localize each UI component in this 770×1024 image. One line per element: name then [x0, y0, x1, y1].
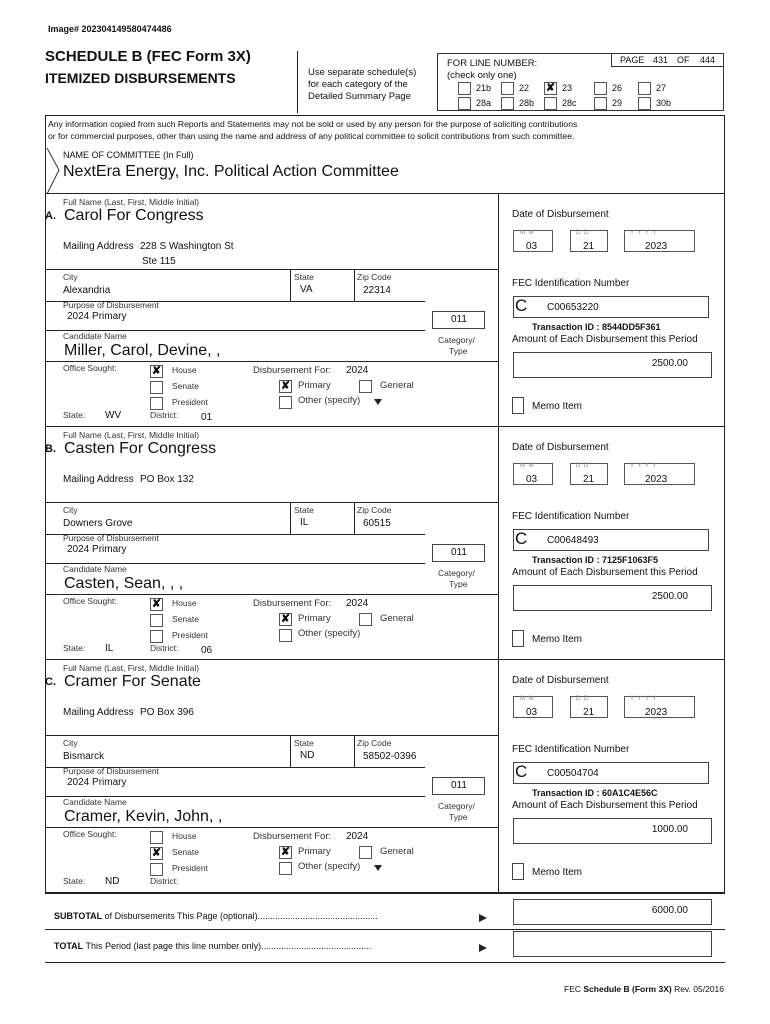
cand-state-value: WV	[105, 410, 122, 421]
day-value: 21	[583, 241, 595, 252]
office-president-label: President	[172, 630, 208, 640]
line-number-label: FOR LINE NUMBER:	[447, 58, 538, 69]
mailing-label: Mailing Address	[63, 707, 134, 718]
line-label-28c: 28c	[562, 98, 577, 108]
mailing-label: Mailing Address	[63, 241, 134, 252]
office-house-checkbox[interactable]	[150, 831, 163, 844]
disbursement-for-label: Disbursement For:	[253, 365, 332, 376]
page-total: 444	[700, 55, 716, 65]
category-value: 011	[451, 780, 467, 791]
fec-id-value: C00648493	[547, 535, 599, 546]
year-value: 2023	[645, 474, 668, 485]
disbursement-for-label: Disbursement For:	[253, 831, 332, 842]
entry-letter: B.	[45, 443, 56, 455]
line-checkbox-30b[interactable]	[638, 97, 651, 110]
office-house-checkbox[interactable]: ✘	[151, 365, 162, 377]
office-sought-label: Office Sought:	[63, 829, 117, 839]
notice-line-2: or for commercial purposes, other than using the name and address of any political committee to solicit contributions from such committee.	[48, 131, 575, 141]
address-line-1: PO Box 132	[140, 474, 194, 485]
category-label: Category/	[438, 801, 475, 811]
line-checkbox-22[interactable]	[501, 82, 514, 95]
line-checkbox-29[interactable]	[594, 97, 607, 110]
general-label: General	[380, 846, 414, 857]
primary-label: Primary	[298, 613, 331, 624]
city-value: Downers Grove	[63, 518, 133, 529]
district-label: District:	[150, 643, 179, 653]
purpose-value: 2024 Primary	[67, 311, 127, 322]
instruction-line-2: for each category of the	[308, 79, 408, 90]
line-label-29: 29	[612, 98, 623, 108]
full-name-label: Full Name (Last, First, Middle Initial)	[63, 197, 200, 207]
line-label-30b: 30b	[656, 98, 672, 108]
line-checkbox-23[interactable]: ✘	[545, 82, 556, 94]
form-footer: FEC Schedule B (Form 3X) Rev. 05/2016	[564, 984, 724, 994]
month-value: 03	[526, 707, 538, 718]
fec-id-label: FEC Identification Number	[512, 278, 630, 289]
candidate-name: Cramer, Kevin, John, ,	[64, 808, 223, 825]
other-checkbox[interactable]	[279, 629, 292, 642]
fec-c-prefix: C	[515, 762, 528, 781]
line-checkbox-27[interactable]	[638, 82, 651, 95]
disbursement-for-label: Disbursement For:	[253, 598, 332, 609]
purpose-value: 2024 Primary	[67, 544, 127, 555]
fec-id-value: C00653220	[547, 302, 599, 313]
image-id: Image# 202304149580474486	[48, 24, 172, 34]
office-president-checkbox[interactable]	[150, 863, 163, 876]
zip-value: 60515	[363, 518, 391, 529]
memo-label: Memo Item	[532, 867, 583, 878]
office-senate-label: Senate	[172, 847, 199, 857]
primary-label: Primary	[298, 846, 331, 857]
total-label: TOTAL This Period (last page this line number only)............................................	[54, 941, 372, 951]
month-value: 03	[526, 474, 538, 485]
memo-checkbox[interactable]	[512, 630, 524, 647]
date-label: Date of Disbursement	[512, 675, 609, 686]
full-name-label: Full Name (Last, First, Middle Initial)	[63, 663, 200, 673]
state-value: IL	[300, 517, 309, 528]
other-checkbox[interactable]	[279, 862, 292, 875]
amount-value: 2500.00	[651, 358, 688, 369]
committee-bracket	[45, 146, 65, 196]
of-label: OF	[677, 55, 690, 65]
office-senate-checkbox[interactable]: ✘	[151, 847, 162, 859]
total-arrow-icon	[479, 943, 489, 953]
year-hint: Y Y Y Y	[630, 230, 658, 236]
line-label-27: 27	[656, 83, 667, 93]
notice-line-1: Any information copied from such Reports and Statements may not be sold or used by any person for the purpose of soliciting contributions	[48, 119, 578, 129]
primary-label: Primary	[298, 380, 331, 391]
zip-label: Zip Code	[357, 505, 392, 515]
date-label: Date of Disbursement	[512, 442, 609, 453]
candidate-name: Casten, Sean, , ,	[64, 575, 184, 592]
primary-checkbox[interactable]: ✘	[280, 846, 291, 858]
other-label: Other (specify)	[298, 395, 361, 406]
transaction-id: Transaction ID : 8544DD5F361	[532, 322, 661, 332]
district-label: District:	[150, 410, 179, 420]
office-president-checkbox[interactable]	[150, 630, 163, 643]
candidate-label: Candidate Name	[63, 797, 127, 807]
disbursement-year: 2024	[346, 365, 369, 376]
fec-id-label: FEC Identification Number	[512, 511, 630, 522]
transaction-id: Transaction ID : 7125F1063F5	[532, 555, 659, 565]
date-label: Date of Disbursement	[512, 209, 609, 220]
zip-value: 22314	[363, 285, 391, 296]
zip-label: Zip Code	[357, 272, 392, 282]
page-number: 431	[653, 55, 669, 65]
category-value: 011	[451, 314, 467, 325]
year-hint: Y Y Y Y	[630, 696, 658, 702]
line-label-21b: 21b	[476, 83, 492, 93]
memo-label: Memo Item	[532, 634, 583, 645]
full-name-label: Full Name (Last, First, Middle Initial)	[63, 430, 200, 440]
line-checkbox-26[interactable]	[594, 82, 607, 95]
amount-label: Amount of Each Disbursement this Period	[512, 334, 698, 345]
committee-name: NextEra Energy, Inc. Political Action Committee	[63, 163, 399, 180]
cand-state-label: State:	[63, 876, 86, 886]
line-label-22: 22	[519, 83, 530, 93]
purpose-value: 2024 Primary	[67, 777, 127, 788]
primary-checkbox[interactable]: ✘	[280, 613, 291, 625]
month-hint: M M	[520, 463, 535, 469]
subtotal-label: SUBTOTAL of Disbursements This Page (optional)................................................	[54, 911, 378, 921]
address-line-2: Ste 115	[142, 256, 176, 267]
month-hint: M M	[520, 696, 535, 702]
day-value: 21	[583, 474, 595, 485]
other-label: Other (specify)	[298, 628, 361, 639]
schedule-subtitle: ITEMIZED DISBURSEMENTS	[45, 70, 236, 86]
fec-id-box	[513, 296, 709, 318]
cand-state-label: State:	[63, 410, 86, 420]
fec-id-box	[513, 762, 709, 784]
zip-value: 58502-0396	[363, 751, 417, 762]
office-house-checkbox[interactable]: ✘	[151, 598, 162, 610]
check-only-label: (check only one)	[447, 70, 517, 81]
line-label-26: 26	[612, 83, 623, 93]
office-sought-label: Office Sought:	[63, 363, 117, 373]
amount-value: 1000.00	[651, 824, 688, 835]
payee-name: Cramer For Senate	[64, 673, 201, 690]
district-value: 06	[201, 645, 213, 656]
subtotal-value: 6000.00	[651, 905, 688, 916]
address-line-1: PO Box 396	[140, 707, 194, 718]
memo-checkbox[interactable]	[512, 863, 524, 880]
line-label-28b: 28b	[519, 98, 535, 108]
amount-value: 2500.00	[651, 591, 688, 602]
office-senate-checkbox[interactable]	[150, 614, 163, 627]
page-label: PAGE	[620, 55, 645, 65]
month-value: 03	[526, 241, 538, 252]
general-label: General	[380, 613, 414, 624]
subtotal-arrow-icon	[479, 913, 489, 923]
day-hint: D D	[576, 463, 590, 469]
city-label: City	[63, 505, 78, 515]
line-label-23: 23	[562, 83, 573, 93]
instruction-line-1: Use separate schedule(s)	[308, 67, 417, 78]
state-label: State	[294, 505, 314, 515]
line-checkbox-28c[interactable]	[544, 97, 557, 110]
category-label: Category/	[438, 568, 475, 578]
general-checkbox[interactable]	[359, 380, 372, 393]
instruction-line-3: Detailed Summary Page	[308, 91, 411, 102]
category-value: 011	[451, 547, 467, 558]
state-label: State	[294, 272, 314, 282]
dropdown-arrow-icon	[373, 864, 383, 872]
day-hint: D D	[576, 696, 590, 702]
candidate-name: Miller, Carol, Devine, ,	[64, 342, 221, 359]
line-label-28a: 28a	[476, 98, 492, 108]
cand-state-value: IL	[105, 643, 114, 654]
office-president-checkbox[interactable]	[150, 397, 163, 410]
zip-label: Zip Code	[357, 738, 392, 748]
fec-id-box	[513, 529, 709, 551]
cand-state-label: State:	[63, 643, 86, 653]
payee-name: Casten For Congress	[64, 440, 217, 457]
primary-checkbox[interactable]: ✘	[280, 380, 291, 392]
dropdown-arrow-icon	[373, 398, 383, 406]
mailing-label: Mailing Address	[63, 474, 134, 485]
fec-id-label: FEC Identification Number	[512, 744, 630, 755]
district-label: District:	[150, 876, 179, 886]
office-senate-label: Senate	[172, 381, 199, 391]
fec-c-prefix: C	[515, 529, 528, 548]
city-value: Bismarck	[63, 751, 105, 762]
purpose-label: Purpose of Disbursement	[63, 766, 159, 776]
general-label: General	[380, 380, 414, 391]
cand-state-value: ND	[105, 876, 120, 887]
general-checkbox[interactable]	[359, 846, 372, 859]
fec-id-value: C00504704	[547, 768, 599, 779]
payee-name: Carol For Congress	[64, 207, 204, 224]
type-label: Type	[449, 579, 468, 589]
office-president-label: President	[172, 863, 208, 873]
line-checkbox-28a[interactable]	[458, 97, 471, 110]
type-label: Type	[449, 346, 468, 356]
office-house-label: House	[172, 365, 197, 375]
year-value: 2023	[645, 707, 668, 718]
disbursement-year: 2024	[346, 598, 369, 609]
line-checkbox-28b[interactable]	[501, 97, 514, 110]
purpose-label: Purpose of Disbursement	[63, 300, 159, 310]
state-value: ND	[300, 750, 315, 761]
state-value: VA	[300, 284, 313, 295]
address-line-1: 228 S Washington St	[140, 241, 234, 252]
amount-label: Amount of Each Disbursement this Period	[512, 567, 698, 578]
day-hint: D D	[576, 230, 590, 236]
office-house-label: House	[172, 831, 197, 841]
year-value: 2023	[645, 241, 668, 252]
city-label: City	[63, 738, 78, 748]
purpose-label: Purpose of Disbursement	[63, 533, 159, 543]
committee-label: NAME OF COMMITTEE (In Full)	[63, 150, 194, 160]
type-label: Type	[449, 812, 468, 822]
city-value: Alexandria	[63, 285, 111, 296]
office-president-label: President	[172, 397, 208, 407]
month-hint: M M	[520, 230, 535, 236]
office-house-label: House	[172, 598, 197, 608]
entry-letter: A.	[45, 210, 56, 222]
general-checkbox[interactable]	[359, 613, 372, 626]
state-label: State	[294, 738, 314, 748]
line-checkbox-21b[interactable]	[458, 82, 471, 95]
entry-letter: C.	[45, 676, 56, 688]
category-label: Category/	[438, 335, 475, 345]
city-label: City	[63, 272, 78, 282]
other-checkbox[interactable]	[279, 396, 292, 409]
memo-checkbox[interactable]	[512, 397, 524, 414]
office-senate-checkbox[interactable]	[150, 381, 163, 394]
memo-label: Memo Item	[532, 401, 583, 412]
candidate-label: Candidate Name	[63, 331, 127, 341]
schedule-title: SCHEDULE B (FEC Form 3X)	[45, 48, 251, 65]
district-value: 01	[201, 412, 213, 423]
candidate-label: Candidate Name	[63, 564, 127, 574]
disbursement-year: 2024	[346, 831, 369, 842]
year-hint: Y Y Y Y	[630, 463, 658, 469]
transaction-id: Transaction ID : 60A1C4E56C	[532, 788, 658, 798]
total-amount-box	[513, 931, 712, 957]
other-label: Other (specify)	[298, 861, 361, 872]
amount-label: Amount of Each Disbursement this Period	[512, 800, 698, 811]
office-sought-label: Office Sought:	[63, 596, 117, 606]
day-value: 21	[583, 707, 595, 718]
fec-c-prefix: C	[515, 296, 528, 315]
office-senate-label: Senate	[172, 614, 199, 624]
